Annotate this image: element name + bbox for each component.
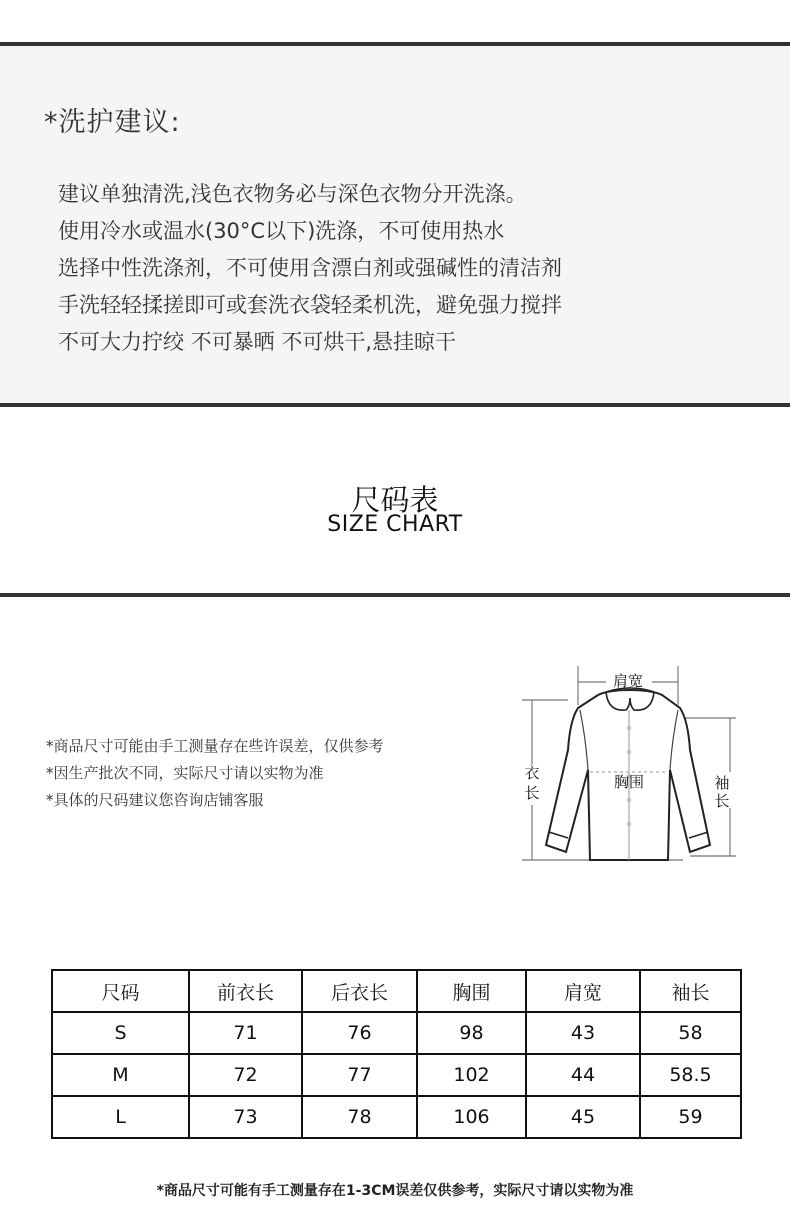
- table-cell: 45: [526, 1096, 640, 1138]
- care-line: 不可大力拧绞 不可暴晒 不可烘干,悬挂晾干: [58, 330, 457, 354]
- care-line: 使用冷水或温水(30°C以下)洗涤，不可使用热水: [58, 219, 505, 243]
- care-instructions: [58, 176, 562, 361]
- table-cell: 58: [640, 1012, 741, 1054]
- table-cell: L: [52, 1096, 189, 1138]
- shirt-icon: [518, 660, 743, 870]
- size-note: *具体的尺码建议您咨询店铺客服: [46, 791, 264, 809]
- table-cell: 76: [302, 1012, 417, 1054]
- table-cell: 59: [640, 1096, 741, 1138]
- size-notes: [46, 733, 384, 814]
- size-chart-title: 尺码表: [351, 483, 439, 517]
- table-header: 肩宽: [526, 970, 640, 1012]
- care-title: *洗护建议:: [44, 107, 181, 138]
- chest-label: 胸围: [613, 773, 645, 791]
- table-header: 尺码: [52, 970, 189, 1012]
- table-header-row: [52, 970, 741, 1012]
- table-cell: 43: [526, 1012, 640, 1054]
- table-cell: 77: [302, 1054, 417, 1096]
- table-cell: 72: [189, 1054, 302, 1096]
- sleeve-label: 长: [714, 792, 730, 810]
- table-cell: M: [52, 1054, 189, 1096]
- care-line: 手洗轻轻揉搓即可或套洗衣袋轻柔机洗，避免强力搅拌: [58, 293, 562, 317]
- table-cell: S: [52, 1012, 189, 1054]
- table-row: [52, 1012, 741, 1054]
- table-cell: 102: [417, 1054, 526, 1096]
- table-cell: 58.5: [640, 1054, 741, 1096]
- table-cell: 98: [417, 1012, 526, 1054]
- size-note: *因生产批次不同，实际尺寸请以实物为准: [46, 764, 324, 782]
- footer-note: *商品尺寸可能有手工测量存在1-3CM误差仅供参考，实际尺寸请以实物为准: [156, 1183, 634, 1199]
- table-header: 袖长: [640, 970, 741, 1012]
- table-row: [52, 1096, 741, 1138]
- size-table: [51, 969, 742, 1139]
- size-chart-subtitle: SIZE CHART: [327, 512, 463, 537]
- length-label: 长: [524, 784, 540, 802]
- table-header: 胸围: [417, 970, 526, 1012]
- table-cell: 73: [189, 1096, 302, 1138]
- table-cell: 78: [302, 1096, 417, 1138]
- chart-title-divider: [0, 593, 790, 597]
- table-cell: 71: [189, 1012, 302, 1054]
- table-row: [52, 1054, 741, 1096]
- care-bottom-divider: [0, 403, 790, 407]
- care-line: 选择中性洗涤剂，不可使用含漂白剂或强碱性的清洁剂: [58, 256, 562, 280]
- table-header: 后衣长: [302, 970, 417, 1012]
- table-header: 前衣长: [189, 970, 302, 1012]
- table-cell: 106: [417, 1096, 526, 1138]
- sleeve-label: 袖: [714, 774, 730, 792]
- table-cell: 44: [526, 1054, 640, 1096]
- shoulder-label: 肩宽: [612, 672, 644, 690]
- length-label: 衣: [524, 764, 540, 782]
- size-note: *商品尺寸可能由手工测量存在些许误差，仅供参考: [46, 737, 384, 755]
- care-line: 建议单独清洗,浅色衣物务必与深色衣物分开洗涤。: [58, 182, 527, 206]
